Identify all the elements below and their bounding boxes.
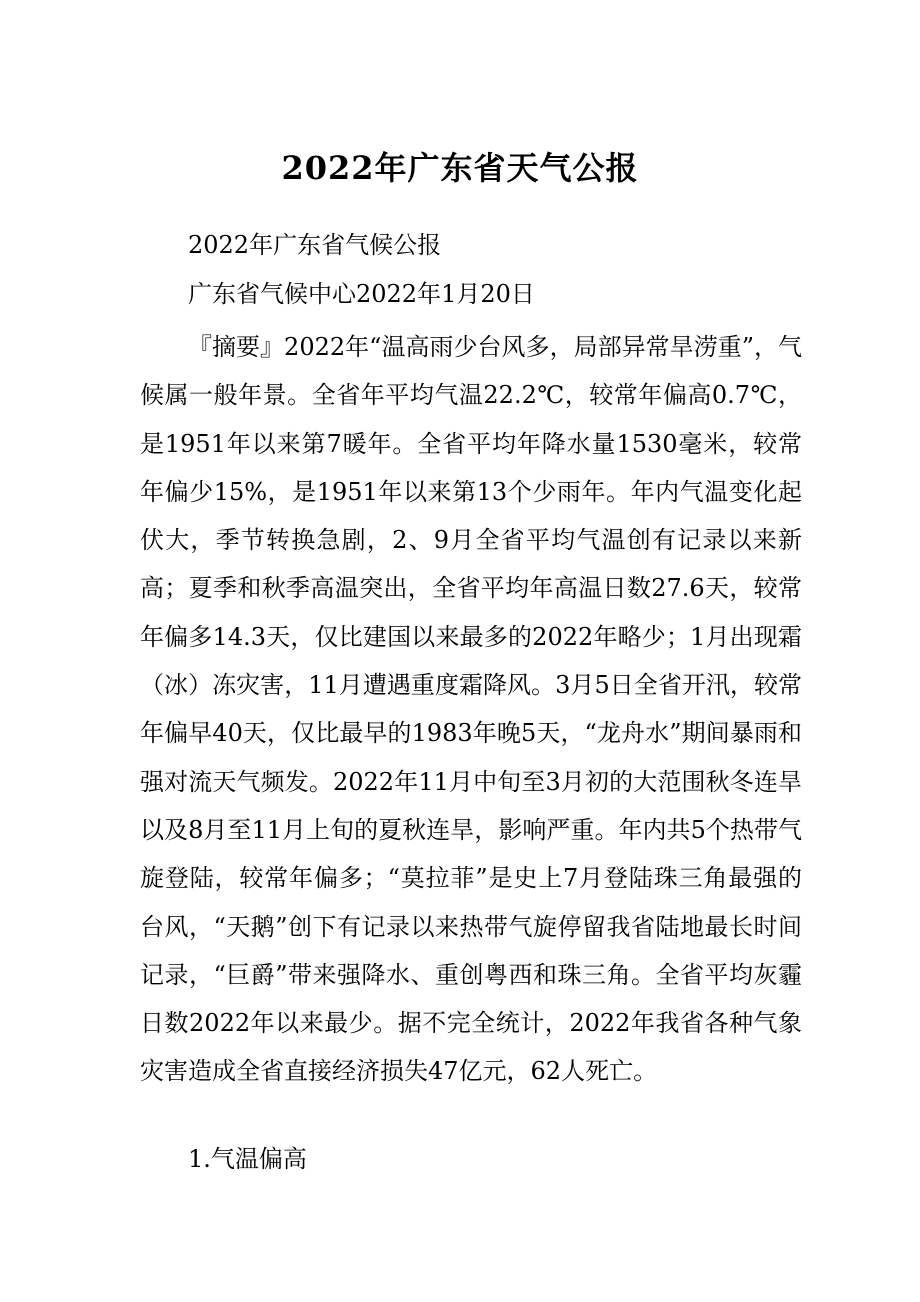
summary-paragraph: 『摘要』2022年“温高雨少台风多，局部异常旱涝重”，气候属一般年景。全省年平均气温22.2℃，较常年偏高0.7℃，是1951年以来第7暖年。全省平均年降水量1530毫米，较常年偏少15%，是1951年以来第13个少雨年。年内气温变化起伏大，季节转换急剧，2、9月全省平均气温创有记录以来新高；夏季和秋季高温突出，全省平均年高温日数27.6天，较常年偏多14.3天，仅比建国以来最多的2022年略少；1月出现霜（冰）冻灾害，11月遭遇重度霜降风。3月5日全省开汛，较常年偏早40天，仅比最早的1983年晚5天，“龙舟水”期间暴雨和强对流天气频发。2022年11月中旬至3月初的大范围秋冬连旱以及8月至11月上旬的夏秋连旱，影响严重。年内共5个热带气旋登陆，较常年偏多；“莫拉菲”是史上7月登陆珠三角最强的台风，“天鹅”创下有记录以来热带气旋停留我省陆地最长时间记录，“巨爵”带来强降水、重创粤西和珠三角。全省平均灰霾日数2022年以来最少。据不完全统计，2022年我省各种气象灾害造成全省直接经济损失47亿元，62人死亡。 — [140, 333, 802, 1086]
source-date-line: 广东省气候中心2022年1月20日 — [188, 280, 535, 308]
section-heading: 1.气温偏高 — [188, 1145, 307, 1173]
document-subtitle: 2022年广东省气候公报 — [188, 231, 442, 259]
document-title: 2022年广东省天气公报 — [281, 149, 639, 187]
